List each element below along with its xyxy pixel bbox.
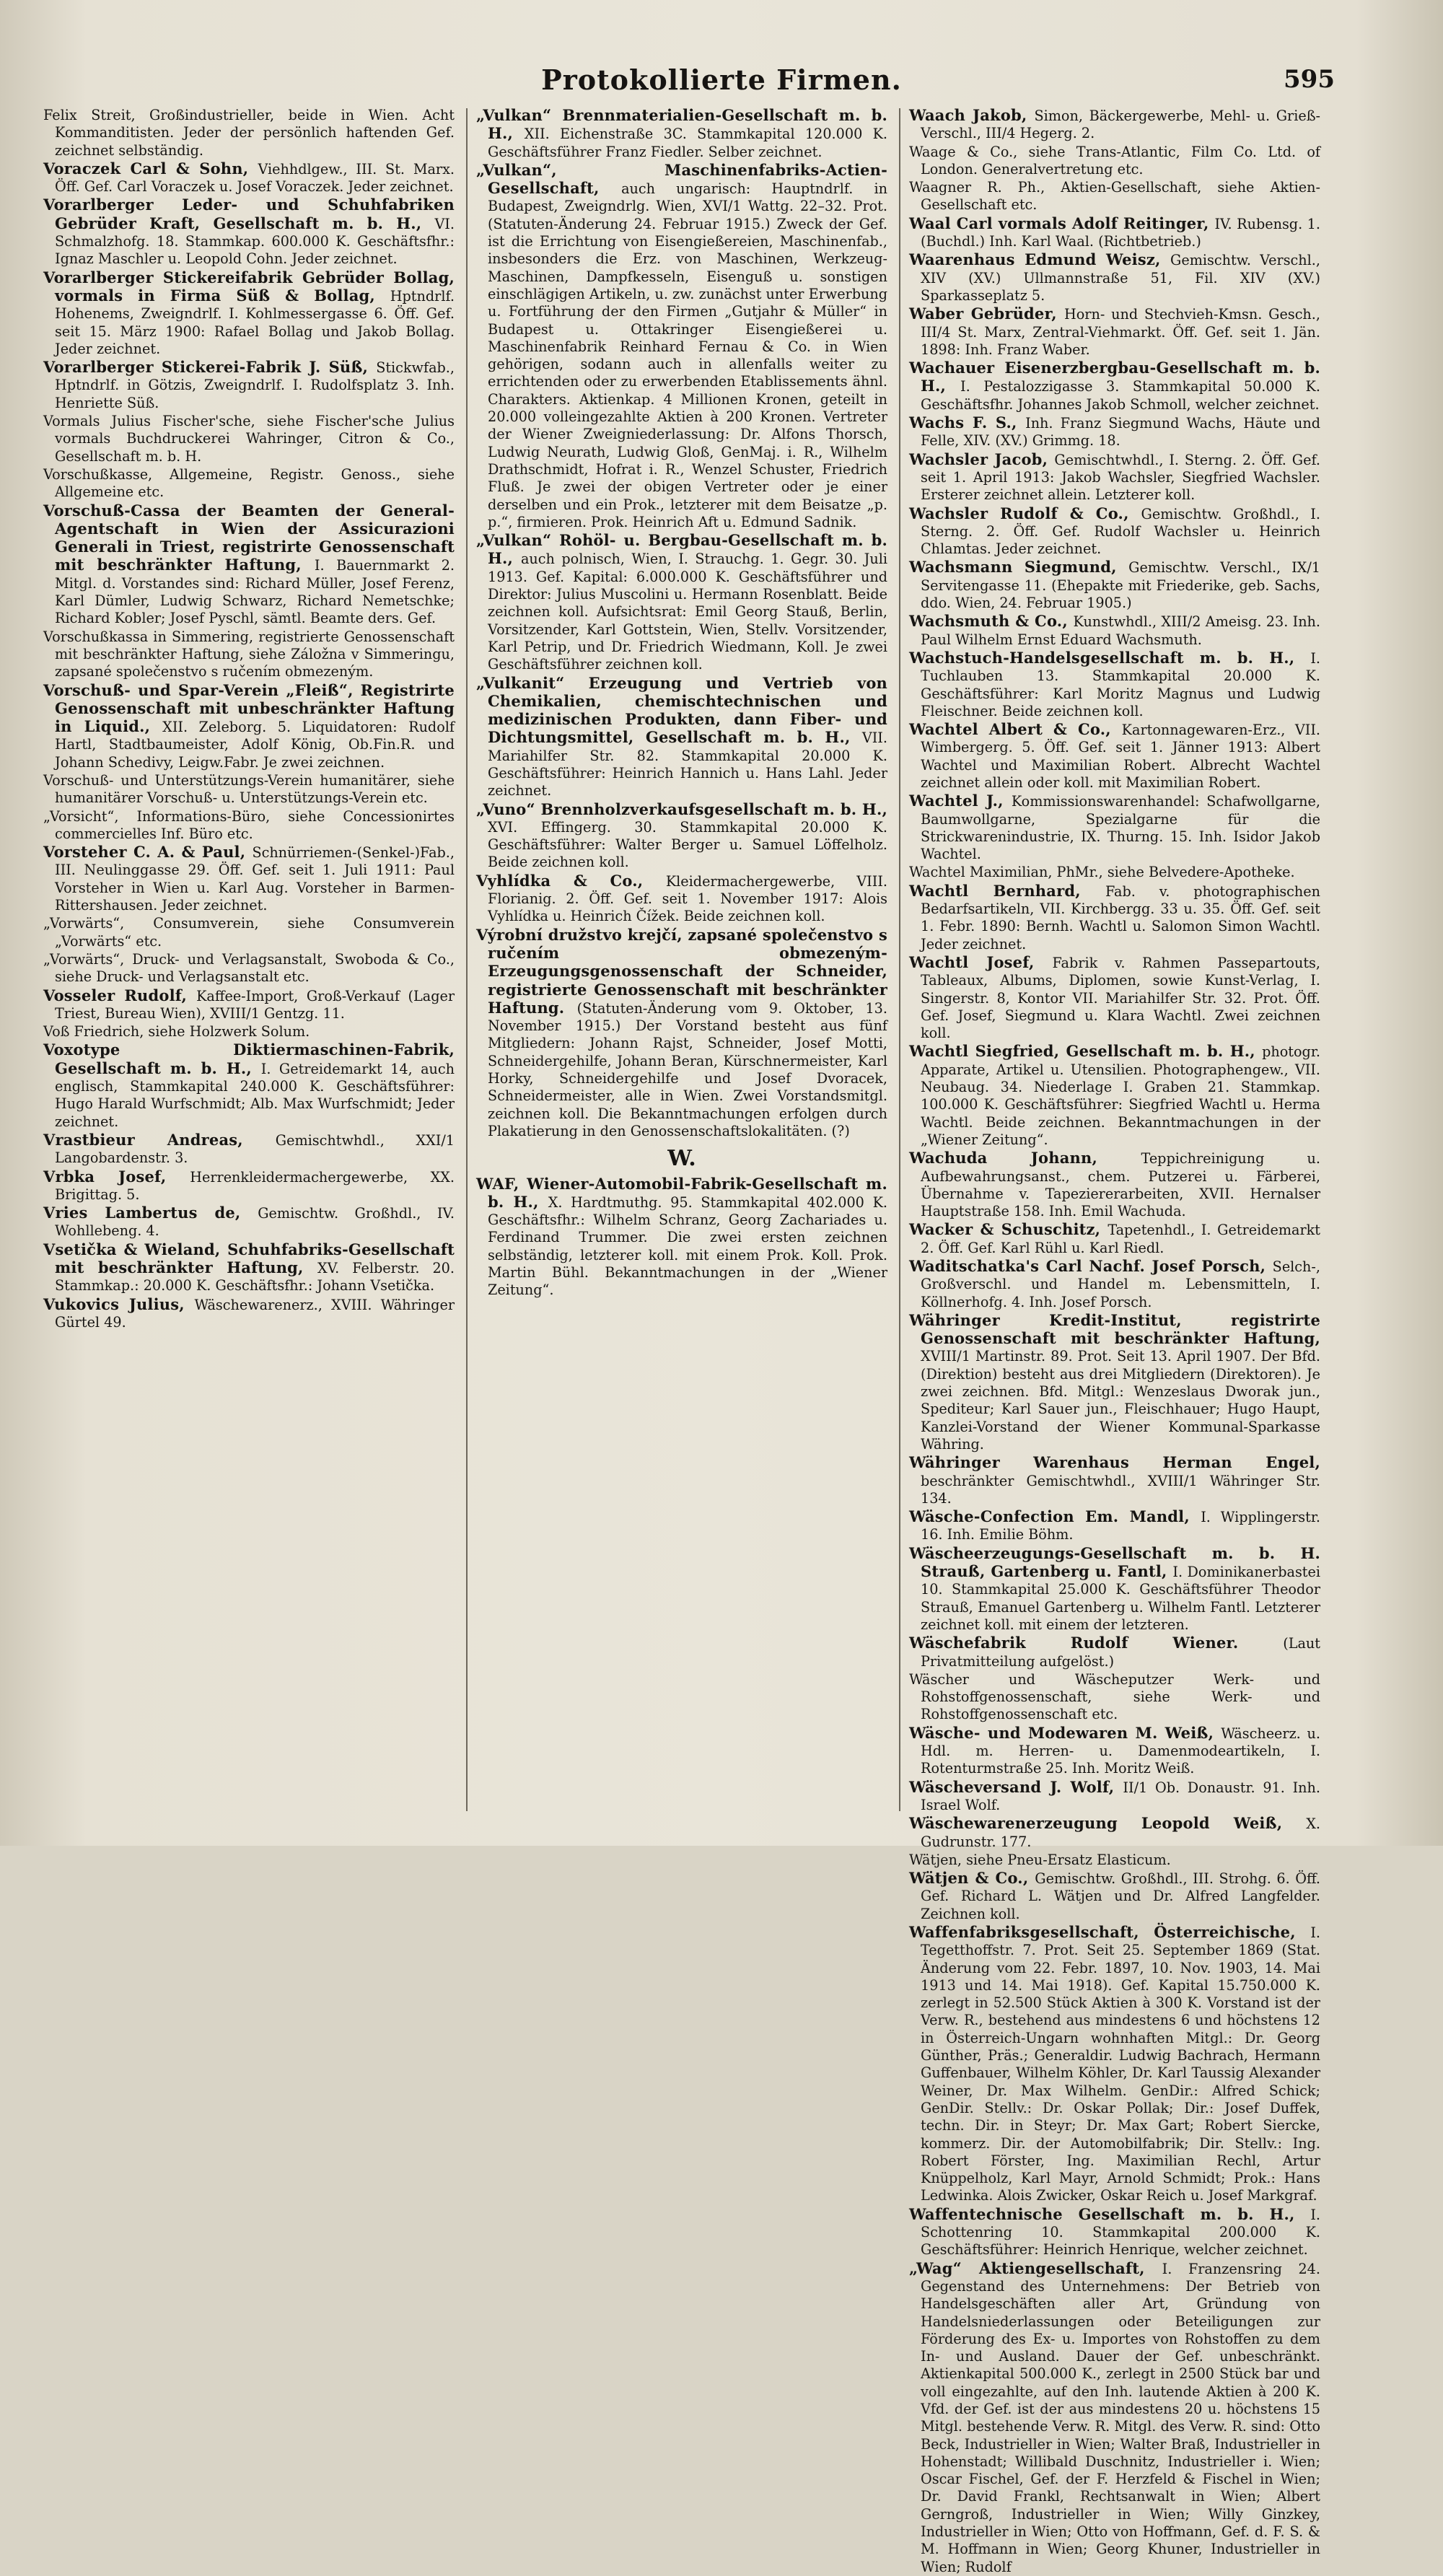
firm-name: Wachuda Johann, [909, 1149, 1141, 1167]
entry-text: I. Wipplingerstr. 16. Inh. Emilie Böhm. [921, 1509, 1321, 1543]
entry-text: Inh. Franz Siegmund Wachs, Häute und Felle, XIV. (XV.) Grimmg. 18. [921, 415, 1320, 450]
directory-entry [476, 107, 887, 161]
directory-entry [909, 305, 1320, 359]
entry-text: (Statuten-Änderung vom 9. Oktober, 13. November 1915.) Der Vorstand besteht aus fünf Mitgliedern: Johann Rajst, Schneider, Josef Motti, Schneidergehilfe, Johann Beran, Kürschnermeister, Karl Horky, Schneidergehilfe und Josef Dvoracek, Schneidermeister, alle in Wien. Zwei Vorstandsmitgl. zeichnen koll. Die Bekanntmachungen erfolgen durch Plakatierung in den Genossenschaftslokalitäten. (?) [488, 999, 887, 1139]
directory-entry [43, 359, 455, 412]
firm-name: Wachtl Bernhard, [909, 881, 1106, 900]
entry-text: I. Tegetthoffstr. 7. Prot. Seit 25. September 1869 (Stat. Änderung vom 22. Febr. 1897, 10. Nov. 1903, 14. Mai 1913 und 14. Mai 1918). Gef. Kapital 15.750.000 K. zerlegt in 52.500 Stück Aktien à 300 K. Vorstand ist der Verw. R., bestehend aus mindestens 6 und höchstens 12 in Österreich-Ungarn wohnhaften Mitgl.: Dr. Georg Günther, Präs.; Generaldir. Ludwig Bachrach, Hermann Guffenbauer, Wilhelm Köhler, Dr. Karl Taussig Alexander Weiner, Dr. Max Wilhelm. GenDir.: Alfred Schick; GenDir. Stellv.: Dr. Oskar Pollak; Dir.: Josef Duffek, techn. Dir. in Steyr; Dr. Max Gart; Robert Siercke, kommerz. Dir. der Automobilfabrik; Dir. Stellv.: Ing. Robert Förster, Ing. Maximilian Rechl, Artur Knüppelholz, Karl Mayr, Arnold Schmidt; Prok.: Hans Ledwinka. Alois Zwicker, Oskar Reich u. Josef Markgraf. [921, 1924, 1320, 2204]
directory-entry [909, 1870, 1320, 1923]
entry-text: Simon, Bäckergewerbe, Mehl- u. Grieß-Verschl., III/4 Hegerg. 2. [921, 108, 1320, 142]
firm-name: Vrbka Josef, [43, 1167, 190, 1186]
page-number: 595 [1284, 65, 1335, 94]
directory-entry [909, 451, 1320, 504]
firm-name: Waffenfabriksgesellschaft, Österreichische, [909, 1922, 1311, 1941]
directory-entry [43, 1296, 455, 1332]
entry-text: Kartonnagewaren-Erz., VII. Wimbergerg. 5. Öff. Gef. seit 1. Jänner 1913: Albert Wachtel und Maximilian Robert. Albrecht Wachtel zeichnet allein oder koll. mit Maximilian Robert. [921, 722, 1320, 791]
directory-entry [43, 1241, 455, 1295]
entry-text: Kleidermachergewerbe, VIII. Florianig. 2. Öff. Gef. seit 1. November 1917: Alois Vyhlídka u. Heinrich Čížek. Beide zeichnen koll. [488, 872, 887, 925]
entry-text: Stickwfab., Hptndrlf. in Götzis, Zweigndrlf. I. Rudolfsplatz 3. Inh. Henriette Süß. [55, 359, 455, 411]
entry-text: Hptndrlf. Hohenems, Zweigndrlf. I. Kohlmessergasse 6. Öff. Gef. seit 15. März 1900: Rafael Bollag und Jakob Bollag. Jeder zeichnet. [55, 287, 455, 357]
firm-name: Wachauer Eisenerzbergbau-Gesellschaft m. b. H., [909, 359, 1320, 395]
directory-entry [909, 414, 1320, 450]
entry-text: XII. Zeleborg. 5. Liquidatoren: Rudolf Hartl, Stadtbaumeister, Adolf König, Ob.Fin.R. und Johann Schedivy, Leigw.Fabr. Je zwei zeichnen. [55, 719, 455, 771]
firm-name: Wäsche- und Modewaren M. Weiß, [909, 1723, 1221, 1742]
firm-name: Voxotype Diktiermaschinen-Fabrik, Gesellschaft m. b. H., [43, 1041, 455, 1077]
directory-entry [43, 915, 455, 950]
directory-entry [909, 721, 1320, 792]
directory-entry [909, 649, 1320, 720]
entry-text: „Vorwärts“, Druck- und Verlagsanstalt, Swoboda & Co., siehe Druck- und Verlagsanstalt etc. [43, 950, 455, 986]
firm-name: „Vulkan“ Brennmaterialien-Gesellschaft m. b. H., [476, 106, 887, 143]
column-3 [909, 106, 1321, 2575]
directory-entry [43, 413, 455, 465]
directory-entry [909, 864, 1320, 881]
directory-entry [909, 1634, 1320, 1670]
firm-name: Waal Carl vormals Adolf Reitinger, [909, 214, 1215, 232]
entry-text: XII. Eichenstraße 3C. Stammkapital 120.000 K. Geschäftsführer Franz Fiedler. Selber zeichnet. [488, 126, 887, 160]
entry-text: Fabrik v. Rahmen Passepartouts, Tableaux, Albums, Diplomen, sowie Kunst-Verlag, I. Singerstr. 8, Kontor VII. Mariahilfer Str. 32. Prot. Öff. Gef. Josef, Siegmund u. Klara Wachtl. Zwei zeichnen koll. [921, 954, 1320, 1042]
firm-name: Výrobní družstvo krejčí, zapsané společenstvo s ručením obmezeným-Erzeugungsgenossenschaft der Schneider, registrierte Genossenschaft mit beschränkter Haftung. [476, 925, 887, 1017]
directory-entry [909, 144, 1320, 179]
firm-name: Wachsmann Siegmund, [909, 558, 1129, 577]
directory-entry [909, 792, 1320, 863]
directory-entry [43, 987, 455, 1023]
entry-text: Wäscheerz. u. Hdl. m. Herren- u. Damenmodeartikeln, I. Rotenturmstraße 25. Inh. Moritz Weiß. [921, 1725, 1320, 1777]
firm-name: Vorarlberger Leder- und Schuhfabriken Gebrüder Kraft, Gesellschaft m. b. H., [43, 196, 455, 232]
directory-entry [43, 466, 455, 501]
directory-entry [909, 215, 1320, 251]
entry-text: Gemischtwhdl., I. Sterng. 2. Öff. Gef. seit 1. April 1913: Jakob Wachsler, Siegfried Wachsler. Ersterer zeichnet allein. Letzterer koll. [921, 451, 1320, 504]
directory-entry [909, 954, 1320, 1042]
firm-name: „Vulkanit“ Erzeugung und Vertrieb von Chemikalien, chemischtechnischen und medizinischen Produkten, dann Fiber- und Dichtungsmittel, Gesellschaft m. b. H., [476, 673, 887, 747]
directory-entry [909, 613, 1320, 649]
firm-name: „Wag“ Aktiengesellschaft, [909, 2259, 1162, 2277]
entry-text: Selch-, Großverschl. und Handel m. Lebensmitteln, I. Köllnerhofg. 4. Inh. Josef Porsch. [921, 1258, 1320, 1310]
entry-text: beschränkter Gemischtwhdl., XVIII/1 Währinger Str. 134. [921, 1472, 1320, 1507]
firm-name: Vyhlídka & Co., [476, 871, 666, 890]
entry-text: I. Getreidemarkt 14, auch englisch, Stammkapital 240.000 K. Geschäftsführer: Hugo Harald Wurfschmidt; Alb. Max Wurfschmidt; Jeder zeichnet. [55, 1060, 455, 1130]
directory-entry [909, 882, 1320, 953]
directory-entry [909, 1149, 1320, 1220]
firm-name: Waditschatka's Carl Nachf. Josef Porsch, [909, 1257, 1273, 1275]
entry-text: Vorschußkassa in Simmering, registrierte Genossenschaft mit beschränkter Haftung, siehe Záložna v Simmeringu, zapsané společenstvo s ručením obmezeným. [43, 628, 455, 680]
entry-text: Teppichreinigung u. Aufbewahrungsanst., chem. Putzerei u. Färberei, Übernahme v. Tapeziererarbeiten, XVII. Hernalser Hauptstraße 158. Inh. Emil Wachuda. [921, 1150, 1320, 1220]
firm-name: Wachsler Rudolf & Co., [909, 504, 1141, 522]
firm-name: „Vulkan“, Maschinenfabriks-Actien-Gesellschaft, [476, 160, 887, 198]
entry-text: Waagner R. Ph., Aktien-Gesellschaft, siehe Aktien-Gesellschaft etc. [909, 179, 1320, 214]
directory-entry [43, 107, 455, 159]
firm-name: Waber Gebrüder, [909, 305, 1064, 323]
entry-text: Tapetenhdl., I. Getreidemarkt 2. Öff. Gef. Karl Rühl u. Karl Riedl. [921, 1222, 1321, 1256]
directory-entry [909, 1454, 1320, 1507]
entry-text: Vormals Julius Fischer'sche, siehe Fischer'sche Julius vormals Buchdruckerei Wahringer, Citron & Co., Gesellschaft m. b. H. [43, 413, 455, 465]
entry-text: XVI. Effingerg. 30. Stammkapital 20.000 K. Geschäftsführer: Walter Berger u. Samuel Löffelholz. Beide zeichnen koll. [488, 818, 887, 871]
firm-name: Wäsche-Confection Em. Mandl, [909, 1507, 1201, 1526]
firm-name: Vorsteher C. A. & Paul, [43, 843, 253, 862]
entry-text: I. Bauernmarkt 2. Mitgl. d. Vorstandes sind: Richard Müller, Josef Ferenz, Karl Dümler, Ludwig Schwarz, Richard Nemetschke; Richard Kobler; Josef Pyschl, sämtl. Beamte ders. Gef. [55, 557, 455, 627]
directory-entry [909, 1312, 1320, 1453]
directory-entry [43, 502, 455, 628]
firm-name: Wachtl Josef, [909, 952, 1053, 971]
firm-name: Wäschefabrik Rudolf Wiener. [909, 1634, 1284, 1652]
firm-name: Wachtel J., [909, 792, 1012, 810]
directory-entry [909, 1671, 1320, 1724]
entry-text: VII. Mariahilfer Str. 82. Stammkapital 20.000 K. Geschäftsführer: Heinrich Hannich u. Hans Lahl. Jeder zeichnet. [488, 730, 887, 799]
directory-entry [476, 926, 887, 1141]
firm-name: Vorarlberger Stickerei-Fabrik J. Süß, [43, 358, 377, 377]
firm-name: Wachtel Albert & Co., [909, 720, 1122, 739]
entry-text: Kunstwhdl., XIII/2 Ameisg. 23. Inh. Paul Wilhelm Ernst Eduard Wachsmuth. [921, 613, 1321, 648]
firm-name: „Vulkan“ Rohöl- u. Bergbau-Gesellschaft m. b. H., [476, 531, 887, 568]
entry-text: II/1 Ob. Donaustr. 91. Inh. Israel Wolf. [921, 1779, 1320, 1813]
directory-entry [909, 1545, 1320, 1634]
column-1 [43, 107, 455, 1824]
directory-entry [909, 1725, 1320, 1778]
directory-entry [909, 2260, 1320, 2576]
directory-entry [43, 1023, 455, 1041]
entry-text: Gemischtwhdl., XXI/1 Langobardenstr. 3. [55, 1131, 455, 1167]
firm-name: „Vuno“ Brennholzverkaufsgesellschaft m. b. H., [476, 799, 887, 818]
firm-name: Waarenhaus Edmund Weisz, [909, 250, 1171, 269]
directory-entry [909, 1221, 1320, 1257]
entry-text: Kaffee-Import, Groß-Verkauf (Lager Triest, Bureau Wien), XVIII/1 Gentzg. 11. [55, 987, 455, 1022]
entry-text: Gemischtw. Großhdl., IV. Wohllebeng. 4. [55, 1205, 455, 1240]
entry-text: XVIII/1 Martinstr. 89. Prot. Seit 13. April 1907. Der Bfd. (Direktion) besteht aus drei Mitgliedern (Direktoren). Je zwei zeichnen. Bfd. Mitgl.: Wenzeslaus Dworak jun., Spediteur; Karl Sauer jun., Fleischhauer; Hugo Haupt, Kanzlei-Vorstand der Wiener Kommunal-Sparkasse Währing. [921, 1348, 1320, 1453]
firm-name: Währinger Warenhaus Herman Engel, [909, 1453, 1320, 1472]
entry-text: Vorschußkasse, Allgemeine, Registr. Genoss., siehe Allgemeine etc. [43, 465, 455, 501]
entry-text: Wäschewarenerz., XVIII. Währinger Gürtel 49. [55, 1296, 455, 1331]
entry-text: Wätjen, siehe Pneu-Ersatz Elasticum. [909, 1851, 1171, 1868]
entry-text: auch polnisch, Wien, I. Strauchg. 1. Gegr. 30. Juli 1913. Gef. Kapital: 6.000.000 K. Geschäftsführer und Direktor: Julius Muscolini u. Hermann Rosenblatt. Beide zeichnen koll. Aufsichtsrat: Emil Georg Stauß, Berlin, Vorsitzender, Karl Gottstein, Wien, Stellv. Vorsitzender, Karl Petrip, und Dr. Friedrich Wiedmann, Koll. Je zwei Geschäftsführer zeichnen koll. [488, 551, 887, 673]
entry-text: Wäscher und Wäscheputzer Werk- und Rohstoffgenossenschaft, siehe Werk- und Rohstoffgenossenschaft etc. [909, 1670, 1320, 1723]
directory-entry [43, 160, 455, 196]
directory-entry [909, 2206, 1320, 2259]
directory-entry [909, 251, 1320, 305]
entry-text: X. Gudrunstr. 177. [921, 1815, 1320, 1850]
directory-entry [909, 1852, 1320, 1869]
directory-entry [909, 505, 1320, 558]
entry-text: Felix Streit, Großindustrieller, beide in Wien. Acht Kommanditisten. Jeder der persönlich haftenden Gef. zeichnet selbständig. [43, 107, 455, 159]
directory-entry [476, 675, 887, 800]
entry-text: Viehhdlgew., III. St. Marx. Öff. Gef. Carl Voraczek u. Josef Voraczek. Jeder zeichnet. [55, 160, 455, 196]
directory-entry [43, 1204, 455, 1240]
directory-entry [909, 179, 1320, 214]
firm-name: Waach Jakob, [909, 106, 1035, 124]
entry-text: photogr. Apparate, Artikel u. Utensilien. Photographengew., VII. Neubaug. 34. Niederlage I. Graben 21. Stammkap. 100.000 K. Geschäftsführer: Siegfried Wachtl u. Herma Wachtl. Beide zeichnen. Bekanntmachungen in der „Wiener Zeitung“. [921, 1043, 1320, 1148]
entry-text: Waage & Co., siehe Trans-Atlantic, Film Co. Ltd. of London. Generalvertretung etc. [909, 143, 1320, 178]
entry-text: Vorschuß- und Unterstützungs-Verein humanitärer, siehe humanitärer Vorschuß- u. Unterstützungs-Verein etc. [43, 771, 455, 807]
directory-entry [43, 682, 455, 771]
entry-text: auch ungarisch: Hauptndrlf. in Budapest, Zweigndrlg. Wien, XVI/1 Wattg. 22–32. Prot. (Statuten-Änderung 24. Februar 1915.) Zweck der Gef. ist die Errichtung von Eisengießereien, Maschinenfab., insbesonders die Erz. von Maschinen, Werkzeug-Maschinen, Dampfkesseln, Eisenguß u. sonstigen einschlägigen Artikeln, u. zw. zunächst unter Erwerbung u. Fortführung der den Firmen „Gutjahr & Müller“ in Budapest u. Ottakringer Eisengießerei u. Maschinenfabrik Reinhard Fernau & Co. in Wien gehörigen, sodann auch in allenfalls weiter zu errichtenden oder zu erwerbenden Etablissements ähnl. Charakters. Aktienkap. 4 Millionen Kronen, geteilt in 20.000 volleingezahlte Aktien à 200 Kronen. Vertreter der Wiener Zweigniederlassung: Dr. Alfons Thorsch, Ludwig Neurath, Ludwig Gloß, GenMaj. i. R., Wilhelm Drathschmidt, Hofrat i. R., Wenzel Schuster, Friedrich Fluß. Je zwei der obigen Vertreter oder je einer derselben und ein Prok., letzterer mit dem Beisatze „p. p.“, firmieren. Prok. Heinrich Aft u. Edmund Sadnik. [488, 180, 887, 530]
directory-entry [43, 844, 455, 914]
entry-text: I. Franzensring 24. Gegenstand des Unternehmens: Der Betrieb von Handelsgeschäften aller Art, Gründung von Handelsniederlassungen oder Beteiligungen zur Förderung des Ex- u. Importes von Rohstoffen zu dem In- und Ausland. Dauer der Gef. unbeschränkt. Aktienkapital 500.000 K., zerlegt in 2500 Stück bar und voll eingezahlte, auf den Inh. lautende Aktien à 200 K. Vfd. der Gef. ist der aus mindestens 20 u. höchstens 15 Mitgl. bestehende Verw. R. Mitgl. des Verw. R. sind: Otto Beck, Industrieller in Wien; Walter Braß, Industrieller in Hohenstadt; Willibald Duschnitz, Industrieller i. Wien; Oscar Fischel, Gef. der F. Herzfeld & Fischel in Wien; Dr. David Frankl, Rechtsanwalt in Wien; Albert Gerngroß, Industrieller in Wien; Willy Ginzkey, Industrieller in Wien; Otto von Hoffmann, Gef. d. F. S. & M. Hoffmann in Wien; Georg Khuner, Industrieller in Wien; Rudolf [921, 2260, 1320, 2575]
entry-text: Gemischtw. Verschl., XIV (XV.) Ullmannstraße 51, Fil. XIV (XV.) Sparkasseplatz 5. [921, 252, 1320, 304]
entry-text: Wachtel Maximilian, PhMr., siehe Belvedere-Apotheke. [909, 864, 1295, 881]
directory-entry [43, 772, 455, 807]
entry-text: X. Hardtmuthg. 95. Stammkapital 402.000 K. Geschäftsfhr.: Wilhelm Schranz, Georg Zachariades u. Ferdinand Trummer. Die zwei ersten zeichnen selbständig, letzterer koll. mit einem Prok. Koll. Prok. Martin Bühl. Bekanntmachungen in der „Wiener Zeitung“. [488, 1193, 888, 1299]
firm-name: Wacker & Schuschitz, [909, 1220, 1108, 1239]
firm-name: Wäschewarenerzeugung Leopold Weiß, [909, 1814, 1307, 1833]
directory-entry [43, 196, 455, 268]
firm-name: Vorarlberger Stickereifabrik Gebrüder Bollag, vormals in Firma Süß & Bollag, [43, 268, 455, 305]
entry-text: (Laut Privatmitteilung aufgelöst.) [921, 1635, 1320, 1670]
entry-text: XV. Felberstr. 20. Stammkap.: 20.000 K. Geschäftsfhr.: Johann Vsetička. [55, 1260, 455, 1294]
directory-entry [909, 1924, 1320, 2205]
entry-text: Fab. v. photographischen Bedarfsartikeln, VII. Kirchbergg. 33 u. 35. Öff. Gef. seit 1. Febr. 1890: Bernh. Wachtl u. Salomon Simon Wachtl. Jeder zeichnet. [921, 882, 1321, 952]
directory-entry [909, 1779, 1320, 1815]
directory-entry [909, 1815, 1320, 1851]
firm-name: WAF, Wiener-Automobil-Fabrik-Gesellschaft m. b. H., [476, 1174, 887, 1211]
firm-name: Wachsmuth & Co., [909, 612, 1074, 631]
entry-text: Horn- und Stechvieh-Kmsn. Gesch., III/4 St. Marx, Zentral-Viehmarkt. Öff. Gef. seit 1. Jän. 1898: Inh. Franz Waber. [921, 306, 1320, 358]
firm-name: Währinger Kredit-Institut, registrirte Genossenschaft mit beschränkter Haftung, [909, 1310, 1320, 1348]
firm-name: Vukovics Julius, [43, 1294, 195, 1313]
firm-name: Vorschuß-Cassa der Beamten der General-Agentschaft in Wien der Assicurazioni Generali in Triest, registrirte Genossenschaft mit beschränkter Haftung, [43, 501, 455, 574]
firm-name: Wachs F. S., [909, 413, 1026, 432]
directory-entry [43, 808, 455, 844]
page-title: Protokollierte Firmen. [541, 63, 902, 96]
entry-text: „Vorwärts“, Consumverein, siehe Consumverein „Vorwärts“ etc. [43, 915, 455, 950]
firm-name: Waffentechnische Gesellschaft m. b. H., [909, 2204, 1311, 2223]
firm-name: Wachstuch-Handelsgesellschaft m. b. H., [909, 648, 1311, 667]
firm-name: Wäscheversand J. Wolf, [909, 1777, 1123, 1796]
firm-name: Vries Lambertus de, [43, 1204, 258, 1222]
entry-text: Herrenkleidermachergewerbe, XX. Brigittag. 5. [55, 1168, 455, 1203]
entry-text: Gemischtw. Großhdl., I. Sterng. 2. Öff. Gef. Rudolf Wachsler u. Heinrich Chlamtas. Jeder zeichnet. [921, 505, 1320, 558]
directory-entry [476, 532, 887, 673]
firm-name: Vorschuß- und Spar-Verein „Fleiß“, Registrirte Genossenschaft mit unbeschränkter Haftung in Liquid., [43, 680, 455, 736]
directory-entry [909, 558, 1320, 612]
section-heading: W. [667, 1146, 696, 1172]
directory-entry [909, 1043, 1320, 1149]
directory-columns [43, 106, 1342, 2575]
firm-name: Wachsler Jacob, [909, 450, 1055, 468]
directory-entry [43, 1168, 455, 1204]
directory-entry [909, 1508, 1320, 1544]
firm-name: Vsetička & Wieland, Schuhfabriks-Gesellschaft mit beschränkter Haftung, [43, 1240, 455, 1276]
directory-entry [43, 628, 455, 681]
firm-name: Wäscheerzeugungs-Gesellschaft m. b. H. Strauß, Gartenberg u. Fantl, [909, 1543, 1320, 1581]
entry-text: Gemischtw. Verschl., IX/1 Servitengasse 11. (Ehepakte mit Friederike, geb. Sachs, ddo. Wien, 24. Februar 1905.) [921, 559, 1321, 612]
entry-text: Kommissionswarenhandel: Schafwollgarne, Baumwollgarne, Spezialgarne für die Strickwarenindustrie, IX. Thurng. 15. Inh. Isidor Jakob Wachtel. [921, 793, 1320, 863]
firm-name: Vosseler Rudolf, [43, 986, 197, 1004]
entry-text: „Vorsicht“, Informations-Büro, siehe Concessionirtes commercielles Inf. Büro etc. [43, 807, 455, 842]
directory-entry [43, 269, 455, 358]
entry-text: I. Schottenring 10. Stammkapital 200.000 K. Geschäftsführer: Heinrich Henrique, welcher zeichnet. [921, 2206, 1320, 2259]
directory-entry [476, 801, 887, 872]
directory-entry [909, 359, 1320, 413]
firm-name: Wätjen & Co., [909, 1869, 1035, 1888]
entry-text: Schnürriemen-(Senkel-)Fab., III. Neulinggasse 29. Öff. Gef. seit 1. Juli 1911: Paul Vorsteher in Wien u. Karl Aug. Vorsteher in Barmen-Rittershausen. Jeder zeichnet. [55, 844, 455, 914]
entry-text: I. Pestalozzigasse 3. Stammkapital 50.000 K. Geschäftsfhr. Johannes Jakob Schmoll, welcher zeichnet. [921, 378, 1320, 413]
directory-entry [476, 162, 887, 531]
firm-name: Vrastbieur Andreas, [43, 1130, 276, 1149]
entry-text: VI. Schmalzhofg. 18. Stammkap. 600.000 K. Geschäftsfhr.: Ignaz Maschler u. Leopold Cohn. Jeder zeichnet. [55, 215, 455, 268]
entry-text: I. Tuchlauben 13. Stammkapital 20.000 K. Geschäftsführer: Karl Moritz Magnus und Ludwig Fleischner. Beide zeichnen koll. [921, 649, 1320, 719]
firm-name: Voraczek Carl & Sohn, [43, 159, 258, 178]
entry-text: Gemischtw. Großhdl., III. Strohg. 6. Öff. Gef. Richard L. Wätjen und Dr. Alfred Langfelder. Zeichnen koll. [921, 1870, 1321, 1922]
directory-entry [909, 107, 1320, 143]
directory-entry [43, 1041, 455, 1130]
directory-entry [909, 1258, 1320, 1311]
directory-entry [476, 872, 887, 926]
entry-text: Voß Friedrich, siehe Holzwerk Solum. [43, 1023, 310, 1041]
directory-entry [43, 951, 455, 986]
directory-entry [476, 1175, 887, 1300]
directory-entry [43, 1131, 455, 1167]
column-2 [476, 107, 887, 1824]
firm-name: Wachtl Siegfried, Gesellschaft m. b. H., [909, 1042, 1263, 1061]
entry-text: IV. Rubensg. 1. (Buchdl.) Inh. Karl Waal. (Richtbetrieb.) [921, 215, 1320, 250]
entry-text: I. Dominikanerbastei 10. Stammkapital 25.000 K. Geschäftsführer Theodor Strauß, Emanuel Gartenberg u. Wilhelm Fantl. Letzterer zeichnet koll. mit einem der letzteren. [921, 1564, 1321, 1633]
